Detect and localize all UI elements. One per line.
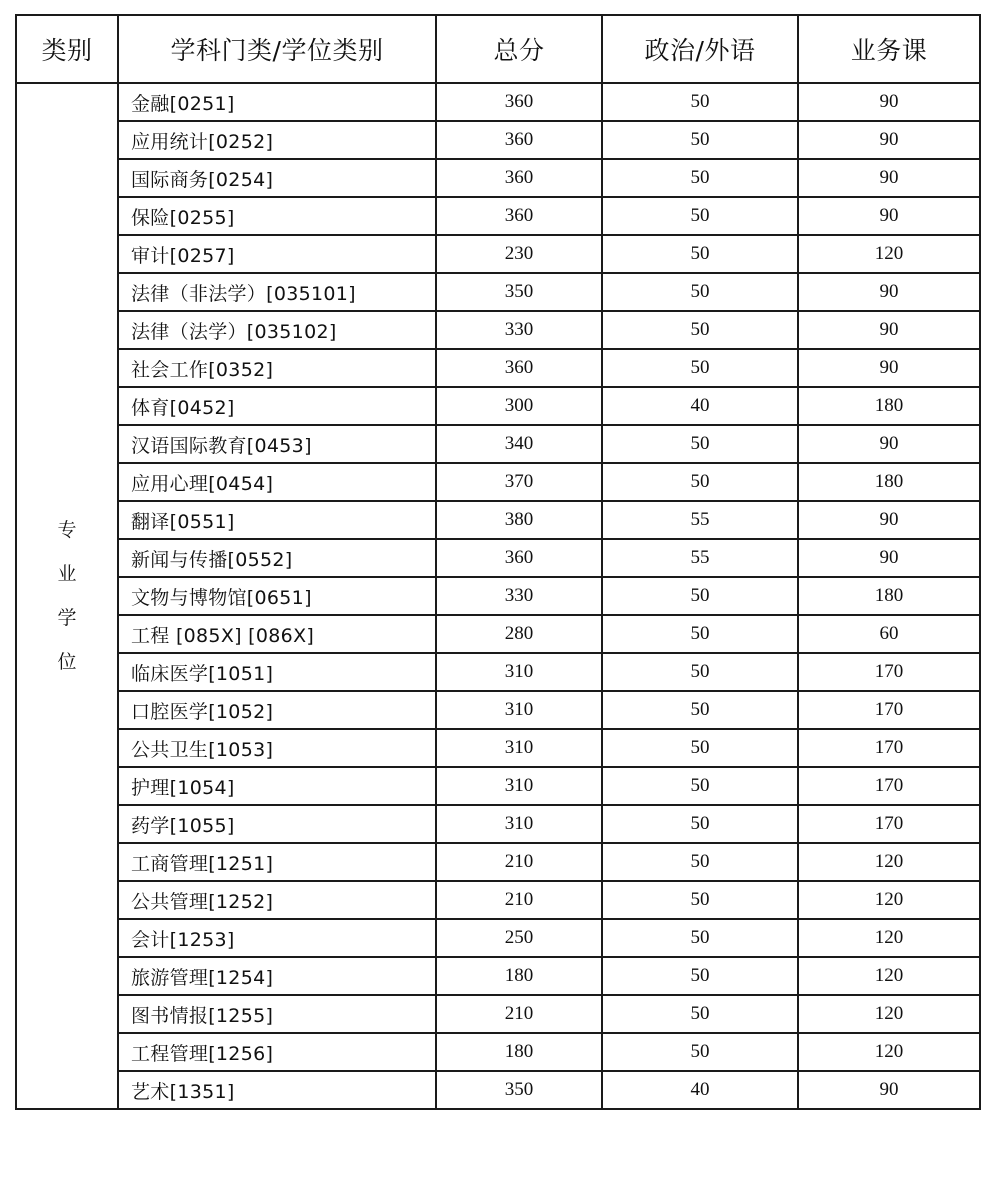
total-score: 310: [436, 691, 602, 729]
table-row: [16, 1071, 980, 1109]
total-score: 280: [436, 615, 602, 653]
major-course-score: 120: [798, 919, 980, 957]
table-row: [16, 197, 980, 235]
major-course-score: 120: [798, 843, 980, 881]
table-row: [16, 805, 980, 843]
politics-language-score: 40: [602, 387, 798, 425]
header-row: [16, 15, 980, 83]
total-score: 310: [436, 805, 602, 843]
major-course-score: 90: [798, 197, 980, 235]
table-row: [16, 577, 980, 615]
politics-language-score: 50: [602, 1033, 798, 1071]
major-course-score: 120: [798, 957, 980, 995]
major-course-score: 180: [798, 577, 980, 615]
politics-language-score: 50: [602, 349, 798, 387]
total-score: 360: [436, 539, 602, 577]
politics-language-score: 55: [602, 539, 798, 577]
subject-name: 翻译[0551]: [118, 501, 436, 539]
total-score: 330: [436, 577, 602, 615]
subject-name: 图书情报[1255]: [118, 995, 436, 1033]
total-score: 210: [436, 881, 602, 919]
major-course-score: 90: [798, 83, 980, 121]
table-header: [16, 15, 980, 83]
politics-language-score: 50: [602, 919, 798, 957]
total-score: 310: [436, 729, 602, 767]
subject-name: 法律（法学）[035102]: [118, 311, 436, 349]
major-course-score: 90: [798, 311, 980, 349]
politics-language-score: 50: [602, 805, 798, 843]
table-row: [16, 881, 980, 919]
major-course-score: 120: [798, 881, 980, 919]
politics-language-score: 50: [602, 729, 798, 767]
major-course-score: 90: [798, 1071, 980, 1109]
header-total: 总分: [436, 15, 602, 83]
table-row: [16, 653, 980, 691]
major-course-score: 90: [798, 121, 980, 159]
major-course-score: 120: [798, 1033, 980, 1071]
politics-language-score: 50: [602, 83, 798, 121]
subject-name: 口腔医学[1052]: [118, 691, 436, 729]
total-score: 360: [436, 197, 602, 235]
table-row: [16, 121, 980, 159]
politics-language-score: 50: [602, 767, 798, 805]
score-table: [15, 14, 981, 1110]
subject-name: 公共管理[1252]: [118, 881, 436, 919]
subject-name: 临床医学[1051]: [118, 653, 436, 691]
subject-name: 应用心理[0454]: [118, 463, 436, 501]
total-score: 230: [436, 235, 602, 273]
header-subject: 学科门类/学位类别: [118, 15, 436, 83]
category-cell: [16, 83, 118, 1109]
politics-language-score: 50: [602, 273, 798, 311]
major-course-score: 170: [798, 767, 980, 805]
major-course-score: 120: [798, 995, 980, 1033]
table-row: [16, 767, 980, 805]
politics-language-score: 55: [602, 501, 798, 539]
politics-language-score: 50: [602, 653, 798, 691]
subject-name: 金融[0251]: [118, 83, 436, 121]
major-course-score: 90: [798, 539, 980, 577]
subject-name: 工程管理[1256]: [118, 1033, 436, 1071]
total-score: 310: [436, 767, 602, 805]
total-score: 370: [436, 463, 602, 501]
total-score: 350: [436, 273, 602, 311]
header-politics-language: 政治/外语: [602, 15, 798, 83]
politics-language-score: 50: [602, 615, 798, 653]
politics-language-score: 50: [602, 995, 798, 1033]
politics-language-score: 50: [602, 881, 798, 919]
major-course-score: 180: [798, 463, 980, 501]
major-course-score: 90: [798, 349, 980, 387]
major-course-score: 90: [798, 273, 980, 311]
total-score: 180: [436, 957, 602, 995]
politics-language-score: 50: [602, 235, 798, 273]
total-score: 360: [436, 83, 602, 121]
header-major: 业务课: [798, 15, 980, 83]
politics-language-score: 50: [602, 691, 798, 729]
subject-name: 工商管理[1251]: [118, 843, 436, 881]
total-score: 210: [436, 995, 602, 1033]
header-category: 类别: [16, 15, 118, 83]
subject-name: 汉语国际教育[0453]: [118, 425, 436, 463]
subject-name: 旅游管理[1254]: [118, 957, 436, 995]
subject-name: 法律（非法学）[035101]: [118, 273, 436, 311]
major-course-score: 170: [798, 805, 980, 843]
total-score: 340: [436, 425, 602, 463]
major-course-score: 170: [798, 653, 980, 691]
table-row: [16, 919, 980, 957]
total-score: 300: [436, 387, 602, 425]
subject-name: 国际商务[0254]: [118, 159, 436, 197]
table-row: [16, 387, 980, 425]
total-score: 310: [436, 653, 602, 691]
politics-language-score: 50: [602, 957, 798, 995]
category-label: 专业学位: [57, 519, 77, 673]
table-row: [16, 615, 980, 653]
table-row: [16, 843, 980, 881]
table-row: [16, 691, 980, 729]
table-row: [16, 539, 980, 577]
table-row: [16, 235, 980, 273]
politics-language-score: 50: [602, 197, 798, 235]
subject-name: 应用统计[0252]: [118, 121, 436, 159]
subject-name: 新闻与传播[0552]: [118, 539, 436, 577]
table-row: [16, 1033, 980, 1071]
total-score: 380: [436, 501, 602, 539]
table-row: [16, 957, 980, 995]
subject-name: 护理[1054]: [118, 767, 436, 805]
table-row: [16, 501, 980, 539]
total-score: 330: [436, 311, 602, 349]
table-row: [16, 311, 980, 349]
total-score: 210: [436, 843, 602, 881]
major-course-score: 90: [798, 501, 980, 539]
total-score: 360: [436, 349, 602, 387]
subject-name: 会计[1253]: [118, 919, 436, 957]
table-body: [16, 83, 980, 1109]
table-row: [16, 729, 980, 767]
politics-language-score: 50: [602, 159, 798, 197]
subject-name: 公共卫生[1053]: [118, 729, 436, 767]
subject-name: 工程 [085X] [086X]: [118, 615, 436, 653]
major-course-score: 120: [798, 235, 980, 273]
table-row: [16, 425, 980, 463]
total-score: 360: [436, 159, 602, 197]
total-score: 360: [436, 121, 602, 159]
politics-language-score: 50: [602, 577, 798, 615]
major-course-score: 170: [798, 729, 980, 767]
table-row: [16, 995, 980, 1033]
politics-language-score: 50: [602, 121, 798, 159]
table-row: [16, 463, 980, 501]
table-row: [16, 349, 980, 387]
subject-name: 艺术[1351]: [118, 1071, 436, 1109]
subject-name: 体育[0452]: [118, 387, 436, 425]
major-course-score: 180: [798, 387, 980, 425]
major-course-score: 90: [798, 425, 980, 463]
major-course-score: 90: [798, 159, 980, 197]
major-course-score: 170: [798, 691, 980, 729]
politics-language-score: 50: [602, 425, 798, 463]
politics-language-score: 40: [602, 1071, 798, 1109]
subject-name: 社会工作[0352]: [118, 349, 436, 387]
table-row: [16, 273, 980, 311]
subject-name: 审计[0257]: [118, 235, 436, 273]
major-course-score: 60: [798, 615, 980, 653]
politics-language-score: 50: [602, 843, 798, 881]
politics-language-score: 50: [602, 463, 798, 501]
total-score: 180: [436, 1033, 602, 1071]
table-row: [16, 159, 980, 197]
total-score: 350: [436, 1071, 602, 1109]
subject-name: 文物与博物馆[0651]: [118, 577, 436, 615]
total-score: 250: [436, 919, 602, 957]
subject-name: 保险[0255]: [118, 197, 436, 235]
politics-language-score: 50: [602, 311, 798, 349]
table-row: [16, 83, 980, 121]
subject-name: 药学[1055]: [118, 805, 436, 843]
